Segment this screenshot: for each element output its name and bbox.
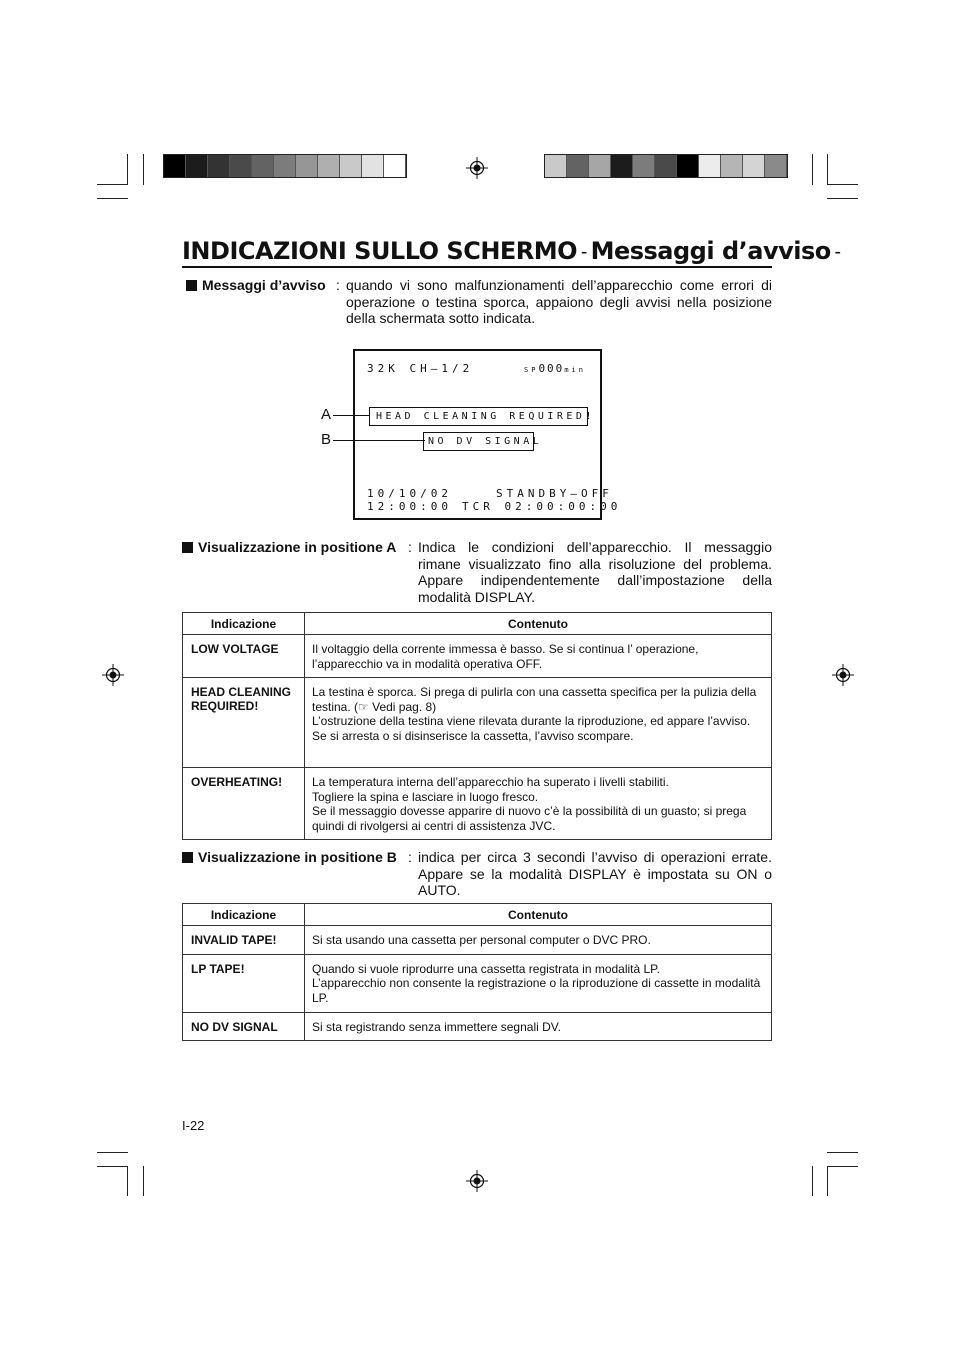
row-content: Quando si vuole riprodurre una cassetta registrata in modalità LP. L’apparecchio non consente la registrazione o la riproduzione di cassette in modalità LP. [305,954,772,1012]
table-position-b [182,903,772,1041]
row-content: Si sta usando una cassetta per personal computer o DVC PRO. [305,926,772,955]
row-content: Il voltaggio della corrente immessa è basso. Se si continua l’ operazione, l’apparecchio va in modalità operativa OFF. [305,635,772,678]
table-position-a [182,612,772,840]
table-row [183,635,772,678]
row-key: LP TAPE! [183,954,305,1012]
section-a-label: Visualizzazione in positione A [182,539,396,555]
screen-diagram [353,349,622,520]
title-main: INDICAZIONI SULLO SCHERMO [182,237,578,265]
label-b: B [321,431,332,448]
table-row [183,768,772,840]
table-header-row [183,904,772,926]
column-header-contenuto: Contenuto [305,613,772,635]
row-key: INVALID TAPE! [183,926,305,955]
table-row [183,678,772,768]
row-content: Si sta registrando senza immettere segnali DV. [305,1012,772,1041]
screen-standby: STANDBY–OFF [496,487,613,500]
title-sub: Messaggi d’avviso [590,237,831,265]
section-b-text: indica per circa 3 secondi l’avviso di operazioni errate. Appare se la modalità DISPLAY è impostata su ON o AUTO. [418,849,772,898]
message-b-text: NO DV SIGNAL [428,436,543,447]
color-swatches-left [163,154,407,178]
table-header-row [183,613,772,635]
square-bullet-icon [186,280,197,291]
column-header-contenuto: Contenuto [305,904,772,926]
row-content: La testina è sporca. Si prega di pulirla con una cassetta specifica per la pulizia della testina. (☞ Vedi pag. 8) L’ostruzione della testina viene rilevata durante la riproduzione, ed appare l’avviso. Se si arresta o si disinserisce la cassetta, l’avviso scompare. [305,678,772,768]
table-row [183,1012,772,1041]
intro-label: Messaggi d’avviso [186,277,326,293]
screen-date: 10/10/02 [367,487,452,500]
section-b-label: Visualizzazione in positione B [182,849,397,865]
title-dash-right: – [834,245,841,259]
square-bullet-icon [182,542,193,553]
screen-tcr: TCR 02:00:00:00 [462,500,622,513]
registration-mark-icon [832,664,854,686]
intro-colon: : [336,277,340,293]
title-dash-left: – [581,245,587,259]
pointer-line-b [333,440,425,441]
page-title [182,236,841,268]
table-row [183,926,772,955]
section-b-colon: : [408,849,412,865]
row-key: LOW VOLTAGE [183,635,305,678]
color-swatches-right [544,154,788,178]
registration-mark-icon [466,1170,488,1192]
column-header-indicazione: Indicazione [183,904,305,926]
message-box-b [423,432,543,451]
table-row [183,954,772,1012]
registration-mark-icon [102,664,124,686]
message-a-text: HEAD CLEANING REQUIRED! [376,411,595,422]
pointer-line-a [333,415,369,416]
row-key: NO DV SIGNAL [183,1012,305,1041]
row-key: HEAD CLEANING REQUIRED! [183,678,305,768]
square-bullet-icon [182,852,193,863]
screen-top-right: SP000min [524,362,586,375]
registration-mark-icon [466,157,488,179]
intro-text: quando vi sono malfunzionamenti dell’apparecchio come errori di operazione o testina sporca, appaiono degli avvisi nella posizione della schermata sotto indicata. [346,277,772,326]
message-box-a [369,407,595,426]
section-a-colon: : [408,539,412,555]
screen-time: 12:00:00 [367,500,452,513]
screen-top-left: 32K CH–1/2 [367,362,474,375]
page-number: I-22 [182,1118,205,1133]
label-a: A [321,406,332,423]
row-content: La temperatura interna dell’apparecchio ha superato i livelli stabiliti. Togliere la spina e lasciare in luogo fresco. Se il messaggio dovesse apparire di nuovo c’è la possibilità di un guasto; si prega quindi di rivolgersi ai centri di assistenza JVC. [305,768,772,840]
row-key: OVERHEATING! [183,768,305,840]
section-a-text: Indica le condizioni dell’apparecchio. Il messaggio rimane visualizzato fino alla risoluzione del problema. Appare indipendentemente dall’impostazione della modalità DISPLAY. [418,539,772,605]
column-header-indicazione: Indicazione [183,613,305,635]
